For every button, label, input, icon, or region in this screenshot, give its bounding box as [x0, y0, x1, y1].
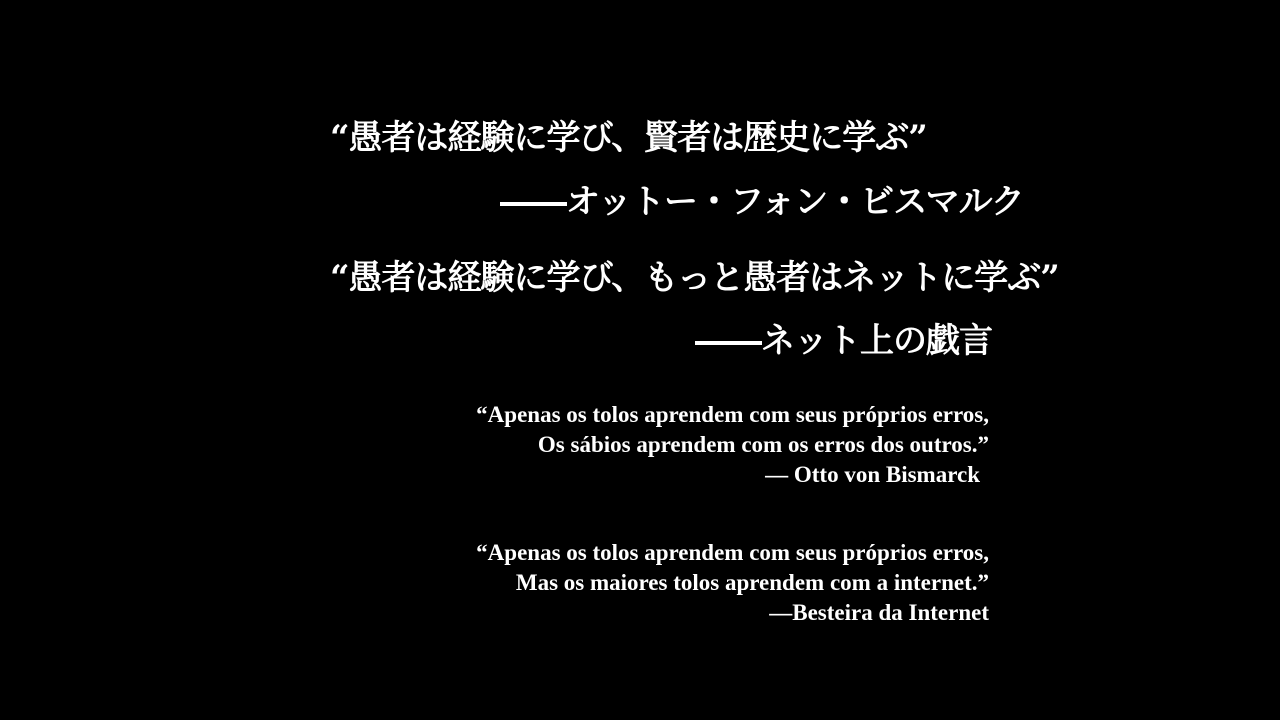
japanese-attribution-bismarck: ――オットー・フォン・ビスマルク — [500, 182, 1024, 222]
quote-line: Mas os maiores tolos aprendem com a internet.” — [515, 570, 989, 595]
japanese-quote-internet: “愚者は経験に学び、もっと愚者はネットに学ぶ” — [330, 258, 1059, 298]
portuguese-quote-bismarck — [476, 400, 989, 490]
quote-line: Os sábios aprendem com os erros dos outros.” — [537, 432, 989, 457]
quote-attribution: —Besteira da Internet — [769, 600, 989, 625]
quote-line: “Apenas os tolos aprendem com seus próprios erros, — [476, 402, 989, 427]
quote-line: “Apenas os tolos aprendem com seus próprios erros, — [476, 540, 989, 565]
japanese-attribution-internet: ――ネット上の戯言 — [695, 321, 992, 361]
japanese-quote-bismarck: “愚者は経験に学び、賢者は歴史に学ぶ” — [330, 118, 927, 158]
portuguese-quote-internet — [476, 538, 989, 628]
quote-attribution: — Otto von Bismarck — [765, 462, 980, 487]
